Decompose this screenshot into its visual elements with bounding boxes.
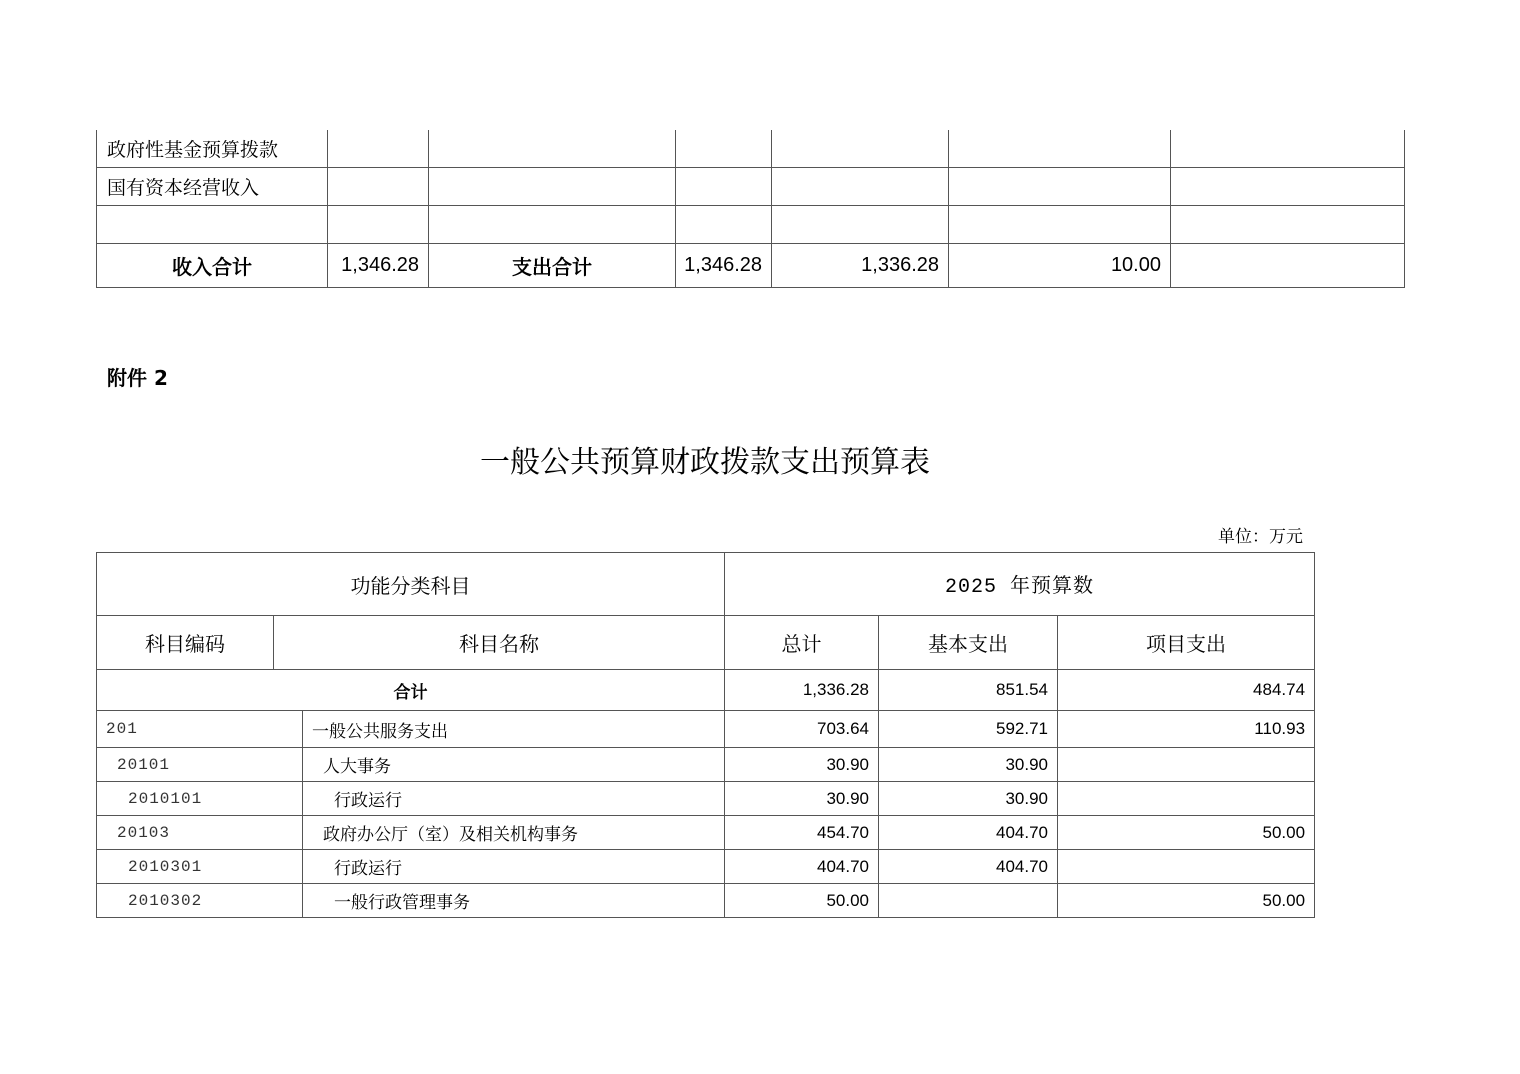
- row-label: 国有资本经营收入: [97, 168, 328, 206]
- sum-row: [97, 670, 1315, 711]
- row-total: 30.90: [725, 748, 879, 782]
- header-func-class: 功能分类科目: [97, 553, 725, 616]
- subject-name: 人大事务: [303, 748, 725, 782]
- table-header-row: [97, 616, 1315, 670]
- total-row: [97, 244, 1405, 288]
- budget-expenditure-table: [96, 552, 1315, 918]
- table-row: [97, 168, 1405, 206]
- row-basic: 592.71: [879, 711, 1058, 748]
- cell: [1171, 206, 1405, 244]
- header-year-budget-text: 2025 年预算数: [945, 576, 1095, 599]
- row-project: 110.93: [1058, 711, 1315, 748]
- sum-label: 合计: [97, 670, 725, 711]
- subject-code: 2010101: [97, 782, 303, 816]
- cell: [429, 206, 676, 244]
- cell: [949, 206, 1171, 244]
- row-total: 30.90: [725, 782, 879, 816]
- cell: [772, 130, 949, 168]
- row-project: [1058, 748, 1315, 782]
- subject-code: 20103: [97, 816, 303, 850]
- cell: [328, 168, 429, 206]
- sum-project: 484.74: [1058, 670, 1315, 711]
- cell: [429, 130, 676, 168]
- table-row: [97, 884, 1315, 918]
- row-total: 50.00: [725, 884, 879, 918]
- subject-code: 2010302: [97, 884, 303, 918]
- page-title: 一般公共预算财政拨款支出预算表: [480, 445, 930, 480]
- row-project: [1058, 850, 1315, 884]
- row-project: 50.00: [1058, 816, 1315, 850]
- expense-project-value: 10.00: [949, 244, 1171, 288]
- subject-code: 201: [97, 711, 303, 748]
- unit-label: 单位：万元: [1218, 527, 1303, 547]
- row-total: 404.70: [725, 850, 879, 884]
- cell: [772, 168, 949, 206]
- cell: [949, 130, 1171, 168]
- sum-basic: 851.54: [879, 670, 1058, 711]
- cell: [949, 168, 1171, 206]
- row-basic: 30.90: [879, 748, 1058, 782]
- table-row: [97, 130, 1405, 168]
- row-basic: 30.90: [879, 782, 1058, 816]
- cell: [1171, 244, 1405, 288]
- expense-total-label: 支出合计: [429, 244, 676, 288]
- table-header-row: [97, 553, 1315, 616]
- row-project: 50.00: [1058, 884, 1315, 918]
- cell: [676, 168, 772, 206]
- cell: [429, 168, 676, 206]
- header-year-budget: [725, 553, 1315, 616]
- subject-code: 20101: [97, 748, 303, 782]
- cell: [676, 206, 772, 244]
- table-row: [97, 850, 1315, 884]
- income-total-label: 收入合计: [97, 244, 328, 288]
- header-project: 项目支出: [1058, 616, 1315, 670]
- sum-total: 1,336.28: [725, 670, 879, 711]
- table-row: [97, 206, 1405, 244]
- table-row: [97, 782, 1315, 816]
- row-basic: 404.70: [879, 850, 1058, 884]
- income-total-value: 1,346.28: [328, 244, 429, 288]
- row-total: 454.70: [725, 816, 879, 850]
- row-basic: 404.70: [879, 816, 1058, 850]
- cell: [1171, 168, 1405, 206]
- row-basic: [879, 884, 1058, 918]
- subject-code: 2010301: [97, 850, 303, 884]
- table-row: [97, 711, 1315, 748]
- row-label: [97, 206, 328, 244]
- expense-total-value: 1,346.28: [676, 244, 772, 288]
- cell: [772, 206, 949, 244]
- table-row: [97, 816, 1315, 850]
- income-expense-summary-table: [96, 130, 1405, 288]
- attachment-label: 附件 2: [107, 366, 168, 390]
- subject-name: 政府办公厅（室）及相关机构事务: [303, 816, 725, 850]
- subject-name: 行政运行: [303, 782, 725, 816]
- cell: [1171, 130, 1405, 168]
- row-project: [1058, 782, 1315, 816]
- row-label: 政府性基金预算拨款: [97, 130, 328, 168]
- header-total: 总计: [725, 616, 879, 670]
- subject-name: 一般行政管理事务: [303, 884, 725, 918]
- expense-basic-value: 1,336.28: [772, 244, 949, 288]
- cell: [328, 206, 429, 244]
- table-row: [97, 748, 1315, 782]
- subject-name: 一般公共服务支出: [303, 711, 725, 748]
- cell: [328, 130, 429, 168]
- header-name: 科目名称: [274, 616, 725, 670]
- cell: [676, 130, 772, 168]
- row-total: 703.64: [725, 711, 879, 748]
- header-code: 科目编码: [97, 616, 274, 670]
- header-basic: 基本支出: [879, 616, 1058, 670]
- subject-name: 行政运行: [303, 850, 725, 884]
